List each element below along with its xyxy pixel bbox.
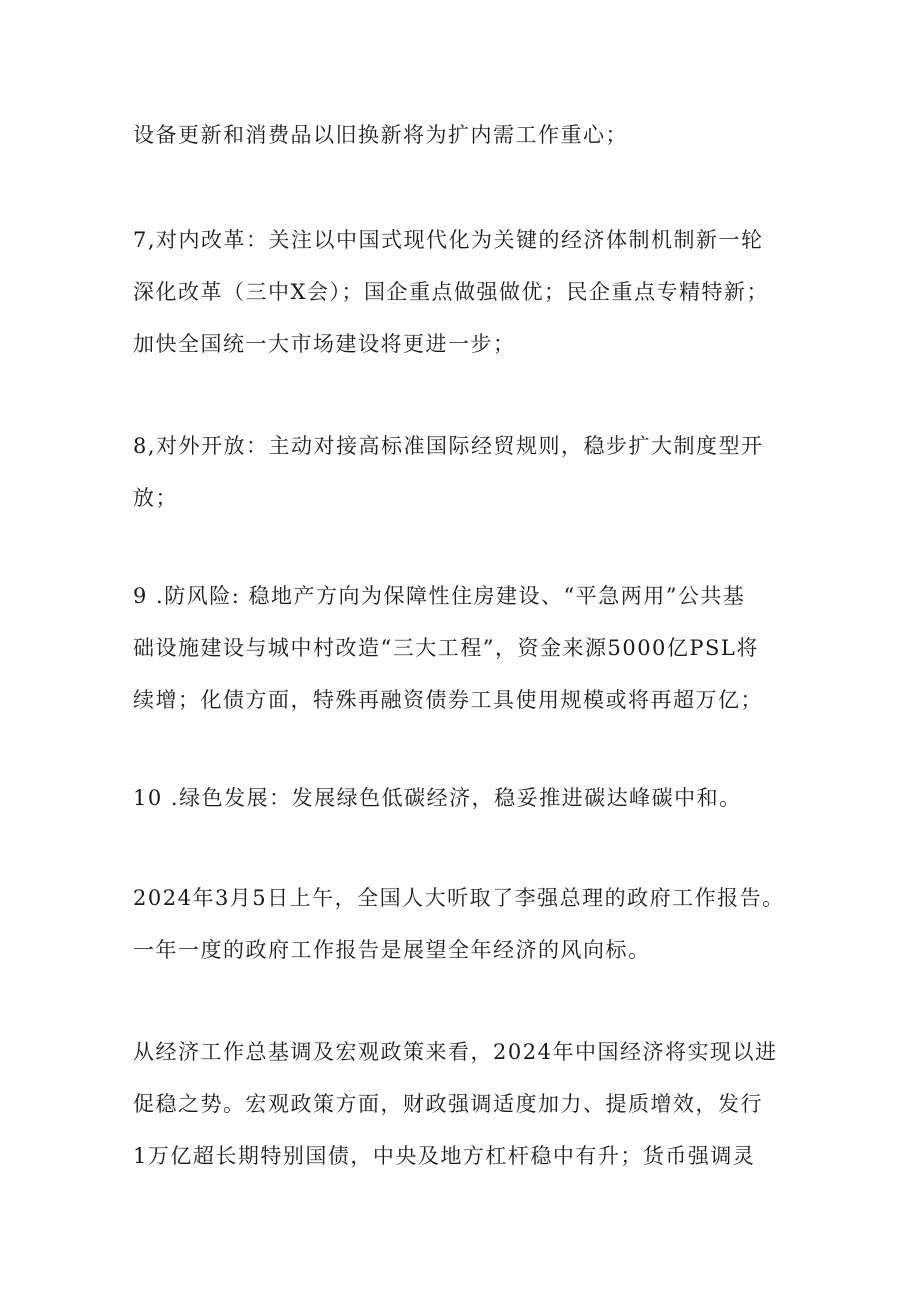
text-line: 9 .防风险: 稳地产方向为保障性住房建设、“平急两用”公共基 (133, 584, 746, 608)
text-line: 深化改革（三中X会）；国企重点做强做优；民企重点专精特新； (133, 280, 769, 304)
paragraph-green-development (133, 772, 813, 824)
paragraph-internal-reform (133, 214, 813, 370)
text-line: 10 .绿色发展：发展绿色低碳经济，稳妥推进碳达峰碳中和。 (133, 786, 742, 810)
paragraph-domestic-demand (133, 109, 813, 161)
paragraph-risk-prevention (133, 570, 813, 726)
text-line: 一年一度的政府工作报告是展望全年经济的风向标。 (133, 938, 651, 962)
text-line: 7,对内改革：关注以中国式现代化为关键的经济体制机制新一轮 (133, 228, 764, 252)
paragraph-macro-policy (133, 1026, 813, 1182)
text-line: 加快全国统一大市场建设将更进一步； (133, 332, 516, 356)
text-line: 续增；化债方面，特殊再融资债券工具使用规模或将再超万亿； (133, 688, 763, 712)
text-line: 1万亿超长期特别国债，中央及地方杠杆稳中有升；货币强调灵 (133, 1144, 756, 1168)
paragraph-government-report (133, 872, 813, 976)
text-line: 8,对外开放：主动对接高标准国际经贸规则，稳步扩大制度型开 (133, 434, 764, 458)
text-line: 放； (133, 486, 178, 510)
text-line: 促稳之势。宏观政策方面，财政强调适度加力、提质增效，发行 (133, 1092, 763, 1116)
paragraph-opening-up (133, 420, 813, 524)
text-line: 从经济工作总基调及宏观政策来看，2024年中国经济将实现以进 (133, 1040, 778, 1064)
text-line: 础设施建设与城中村改造“三大工程”，资金来源5000亿PSL将 (133, 636, 759, 660)
text-line: 2024年3月5日上午，全国人大听取了李强总理的政府工作报告。 (133, 886, 785, 910)
text-line: 设备更新和消费品以旧换新将为扩内需工作重心； (133, 123, 628, 147)
